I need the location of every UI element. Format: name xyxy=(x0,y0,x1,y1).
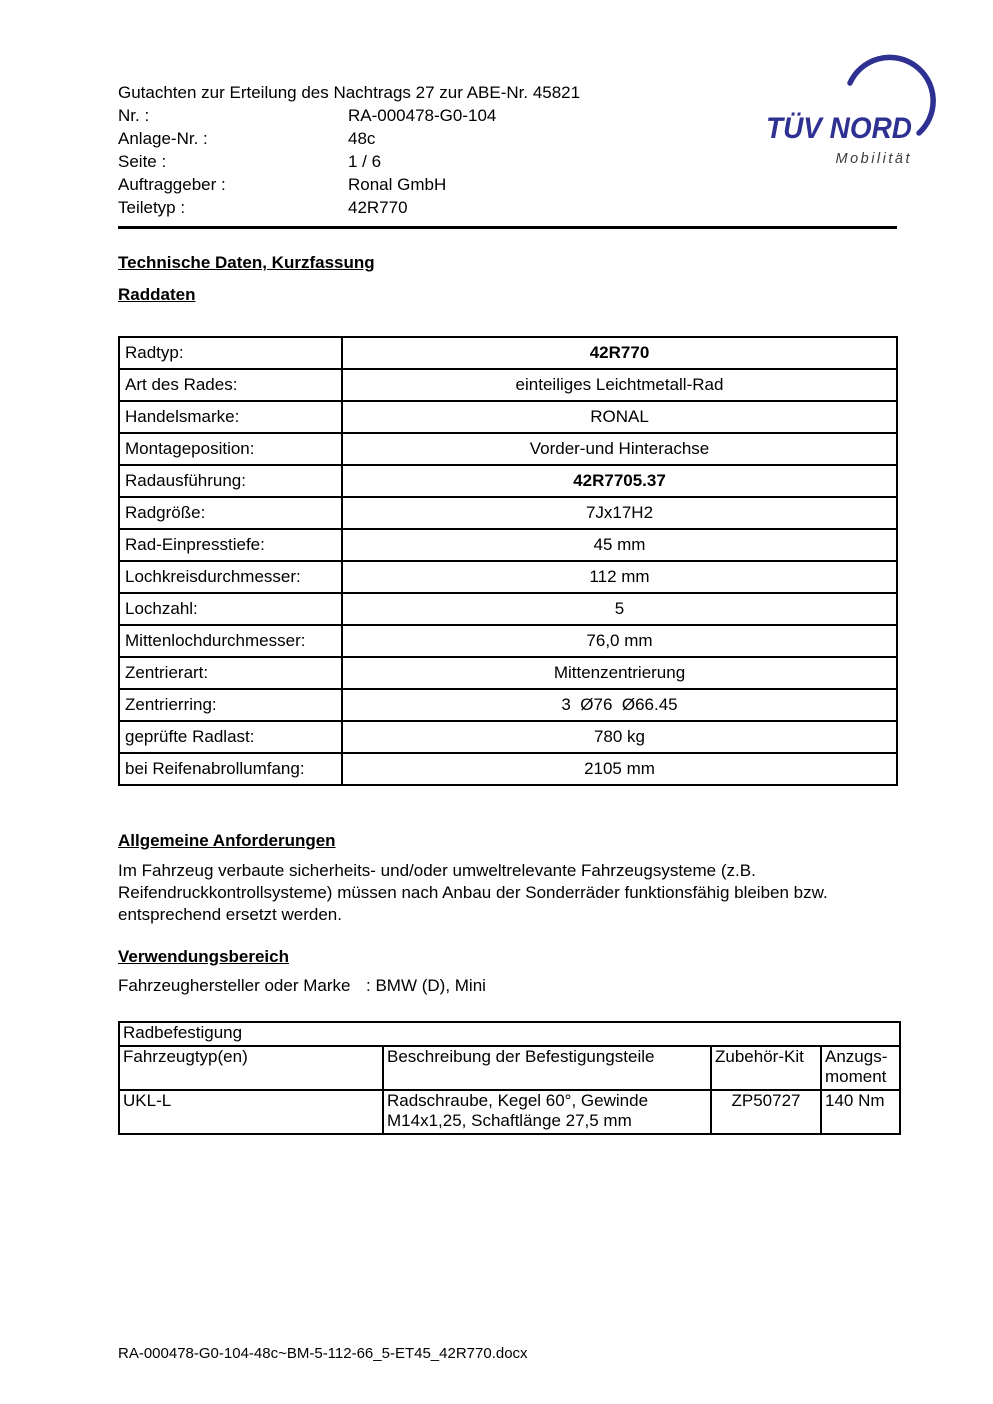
row-cell: 140 Nm xyxy=(821,1090,900,1134)
row-value: 2105 mm xyxy=(342,753,897,785)
row-label: Art des Rades: xyxy=(119,369,342,401)
field-value: 42R770 xyxy=(348,198,408,217)
field-value: Ronal GmbH xyxy=(348,175,447,194)
field-label: Anlage-Nr. : xyxy=(118,129,208,148)
row-value: Mittenzentrierung xyxy=(342,657,897,689)
row-label: Montageposition: xyxy=(119,433,342,465)
row-label: Lochkreisdurchmesser: xyxy=(119,561,342,593)
row-label: Rad-Einpresstiefe: xyxy=(119,529,342,561)
logo-brand-text: TÜV NORD xyxy=(766,112,912,145)
radbefestigung-table xyxy=(118,1021,901,1135)
row-label: Zentrierart: xyxy=(119,657,342,689)
row-label: Radgröße: xyxy=(119,497,342,529)
table-row xyxy=(119,369,897,401)
fahrzeughersteller-value: : BMW (D), Mini xyxy=(366,976,486,995)
field-label: Nr. : xyxy=(118,106,150,125)
tuv-nord-logo-graphic xyxy=(748,46,948,178)
table-row xyxy=(119,657,897,689)
table-row xyxy=(119,337,897,369)
table-row xyxy=(119,593,897,625)
table-caption-row xyxy=(119,1022,900,1046)
row-label: bei Reifenabrollumfang: xyxy=(119,753,342,785)
row-label: geprüfte Radlast: xyxy=(119,721,342,753)
row-cell: Radschraube, Kegel 60°, Gewinde M14x1,25, Schaftlänge 27,5 mm xyxy=(383,1090,711,1134)
header-field-row xyxy=(118,127,580,150)
table-row xyxy=(119,497,897,529)
row-value: 45 mm xyxy=(342,529,897,561)
table-row xyxy=(119,465,897,497)
table-row xyxy=(119,561,897,593)
allgemeine-anforderungen-paragraph: Im Fahrzeug verbaute sicherheits- und/oder umweltrelevante Fahrzeugsysteme (z.B. Reifendruckkontrollsysteme) müssen nach Anbau der Sonderräder funktionsfähig bleiben bzw. entsprechend ersetzt werden. xyxy=(118,861,828,924)
field-value: 1 / 6 xyxy=(348,152,382,171)
row-value: 780 kg xyxy=(342,721,897,753)
table-row xyxy=(119,401,897,433)
raddaten-table xyxy=(118,336,898,786)
row-label: Zentrierring: xyxy=(119,689,342,721)
footer-filename: RA-000478-G0-104-48c~BM-5-112-66_5-ET45_42R770.docx xyxy=(118,1345,528,1362)
row-value: RONAL xyxy=(342,401,897,433)
row-value: 42R770 xyxy=(342,337,897,369)
table-header-row xyxy=(119,1046,900,1090)
row-value: 112 mm xyxy=(342,561,897,593)
column-header: Zubehör-Kit xyxy=(711,1046,821,1090)
row-value: 76,0 mm xyxy=(342,625,897,657)
header-divider-rule xyxy=(118,226,897,229)
fahrzeughersteller-label: Fahrzeughersteller oder Marke xyxy=(118,976,351,995)
column-header: Beschreibung der Befestigungsteile xyxy=(383,1046,711,1090)
field-label: Teiletyp : xyxy=(118,198,186,217)
field-label: Seite : xyxy=(118,152,167,171)
header-field-row xyxy=(118,150,580,173)
fahrzeughersteller-line xyxy=(118,976,486,996)
section-heading-raddaten: Raddaten xyxy=(118,285,196,304)
row-label: Handelsmarke: xyxy=(119,401,342,433)
row-value: 3 Ø76 Ø66.45 xyxy=(342,689,897,721)
table-row xyxy=(119,433,897,465)
section-heading-allgemeine-anforderungen: Allgemeine Anforderungen xyxy=(118,831,336,850)
section-heading-verwendungsbereich: Verwendungsbereich xyxy=(118,947,289,966)
header-field-row xyxy=(118,104,580,127)
table-row xyxy=(119,1090,900,1134)
column-header: Fahrzeugtyp(en) xyxy=(119,1046,383,1090)
radbefestigung-table-body xyxy=(119,1022,900,1134)
row-label: Mittenlochdurchmesser: xyxy=(119,625,342,657)
logo-tagline-text: Mobilität xyxy=(835,151,912,167)
raddaten-table-body xyxy=(119,337,897,785)
table-caption: Radbefestigung xyxy=(119,1022,900,1046)
table-row xyxy=(119,625,897,657)
table-row xyxy=(119,529,897,561)
header-field-row xyxy=(118,173,580,196)
field-value: 48c xyxy=(348,129,376,148)
row-value: 7Jx17H2 xyxy=(342,497,897,529)
table-row xyxy=(119,689,897,721)
field-value: RA-000478-G0-104 xyxy=(348,106,497,125)
row-label: Radtyp: xyxy=(119,337,342,369)
document-title: Gutachten zur Erteilung des Nachtrags 27 zur ABE-Nr. 45821 xyxy=(118,83,581,102)
table-row xyxy=(119,721,897,753)
row-value: 5 xyxy=(342,593,897,625)
row-value: Vorder-und Hinterachse xyxy=(342,433,897,465)
row-cell: ZP50727 xyxy=(711,1090,821,1134)
row-value: 42R7705.37 xyxy=(342,465,897,497)
column-header: Anzugs-moment xyxy=(821,1046,900,1090)
row-value: einteiliges Leichtmetall-Rad xyxy=(342,369,897,401)
tuv-nord-logo xyxy=(748,46,948,178)
table-row xyxy=(119,753,897,785)
section-heading-technische-daten: Technische Daten, Kurzfassung xyxy=(118,253,375,272)
row-label: Radausführung: xyxy=(119,465,342,497)
field-label: Auftraggeber : xyxy=(118,175,226,194)
header-info-block xyxy=(118,81,580,219)
row-cell: UKL-L xyxy=(119,1090,383,1134)
row-label: Lochzahl: xyxy=(119,593,342,625)
header-field-row xyxy=(118,196,580,219)
